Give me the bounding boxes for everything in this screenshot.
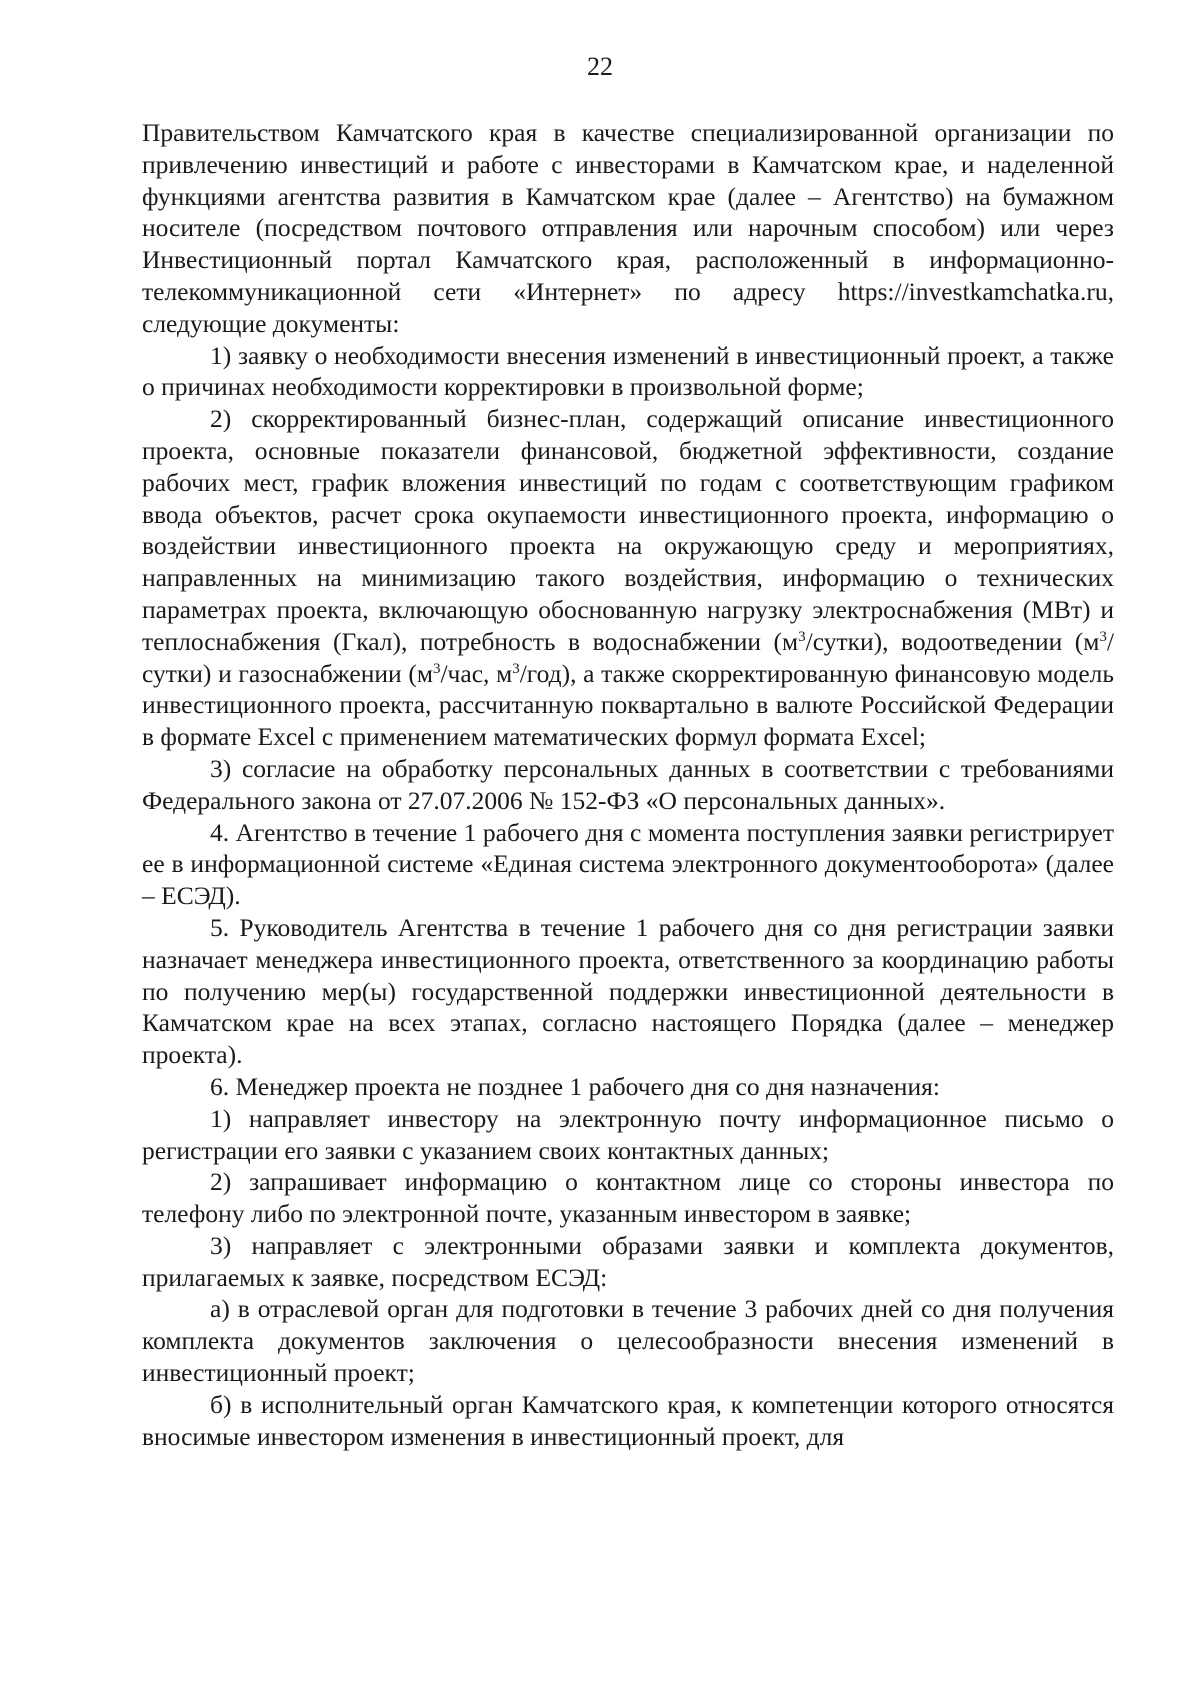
list-item: 2) запрашивает информацию о контактном лице со стороны инвестора по телефону либо по электронной почте, указанным инвестором в заявке; xyxy=(142,1167,1114,1229)
superscript: 3 xyxy=(432,660,441,677)
paragraph: Правительством Камчатского края в качестве специализированной организации по привлечению инвестиций и работе с инвесторами в Камчатском крае, и наделенной функциями агентства развития в Камчатском крае (далее – Агентство) на бумажном носителе (посредством почтового отправления или нарочным способом) или через Инвестиционный портал Камчатского края, расположенный в информационно-телекоммуникационной сети «Интернет» по адресу https://investkamchatka.ru, следующие документы: xyxy=(142,118,1114,338)
list-item: а) в отраслевой орган для подготовки в течение 3 рабочих дней со дня получения комплекта документов заключения о целесообразности внесения изменений в инвестиционный проект; xyxy=(142,1294,1114,1388)
paragraph: 5. Руководитель Агентства в течение 1 рабочего дня со дня регистрации заявки назначает менеджера инвестиционного проекта, ответственного за координацию работы по получению мер(ы) государственной поддержки инвестиционной деятельности в Камчатском крае на всех этапах, согласно настоящего Порядка (далее – менеджер проекта). xyxy=(142,912,1114,1070)
paragraph: 6. Менеджер проекта не позднее 1 рабочего дня со дня назначения: xyxy=(210,1071,940,1101)
page-number: 22 xyxy=(587,52,613,81)
superscript: 3 xyxy=(512,660,520,677)
text-run: /сутки), водоотведении (м xyxy=(805,626,1100,656)
list-item: б) в исполнительный орган Камчатского края, к компетенции которого относятся вносимые инвестором изменения в инвестиционный проект, для xyxy=(142,1389,1114,1451)
text-run: /час, м xyxy=(440,658,513,688)
document-body xyxy=(142,117,1114,1452)
list-item: 3) направляет с электронными образами заявки и комплекта документов, прилагаемых к заявке, посредством ЕСЭД: xyxy=(142,1230,1114,1292)
list-item: 1) заявку о необходимости внесения изменений в инвестиционный проект, а также о причинах необходимости корректировки в произвольной форме; xyxy=(142,340,1114,402)
paragraph: 4. Агентство в течение 1 рабочего дня с момента поступления заявки регистрирует ее в информационной системе «Единая система электронного документооборота» (далее – ЕСЭД). xyxy=(142,817,1114,911)
superscript: 3 xyxy=(798,628,806,645)
list-item xyxy=(142,403,1114,753)
text-run: /год), а также скорректированную финансовую модель инвестиционного проекта, рассчитанную поквартально в валюте Российской Федерации в формате Excel с применением математических формул формата Excel; xyxy=(142,658,1115,752)
list-item: 1) направляет инвестору на электронную почту информационное письмо о регистрации его заявки с указанием своих контактных данных; xyxy=(142,1103,1114,1165)
text-run: /сутки) и газоснабжении (м xyxy=(142,626,1114,688)
text-run: 2) скорректированный бизнес-план, содержащий описание инвестиционного проекта, основные показатели финансовой, бюджетной эффективности, создание рабочих мест, график вложения инвестиций по годам с соответствующим графиком ввода объектов, расчет срока окупаемости инвестиционного проекта, информацию о воздействии инвестиционного проекта на окружающую среду и мероприятиях, направленных на минимизацию такого воздействия, информацию о технических параметрах проекта, включающую обоснованную нагрузку электроснабжения (МВт) и теплоснабжения (Гкал), потребность в водоснабжении (м xyxy=(142,404,1114,656)
list-item: 3) согласие на обработку персональных данных в соответствии с требованиями Федерального закона от 27.07.2006 № 152-ФЗ «О персональных данных». xyxy=(142,753,1114,815)
superscript: 3 xyxy=(1099,628,1107,645)
